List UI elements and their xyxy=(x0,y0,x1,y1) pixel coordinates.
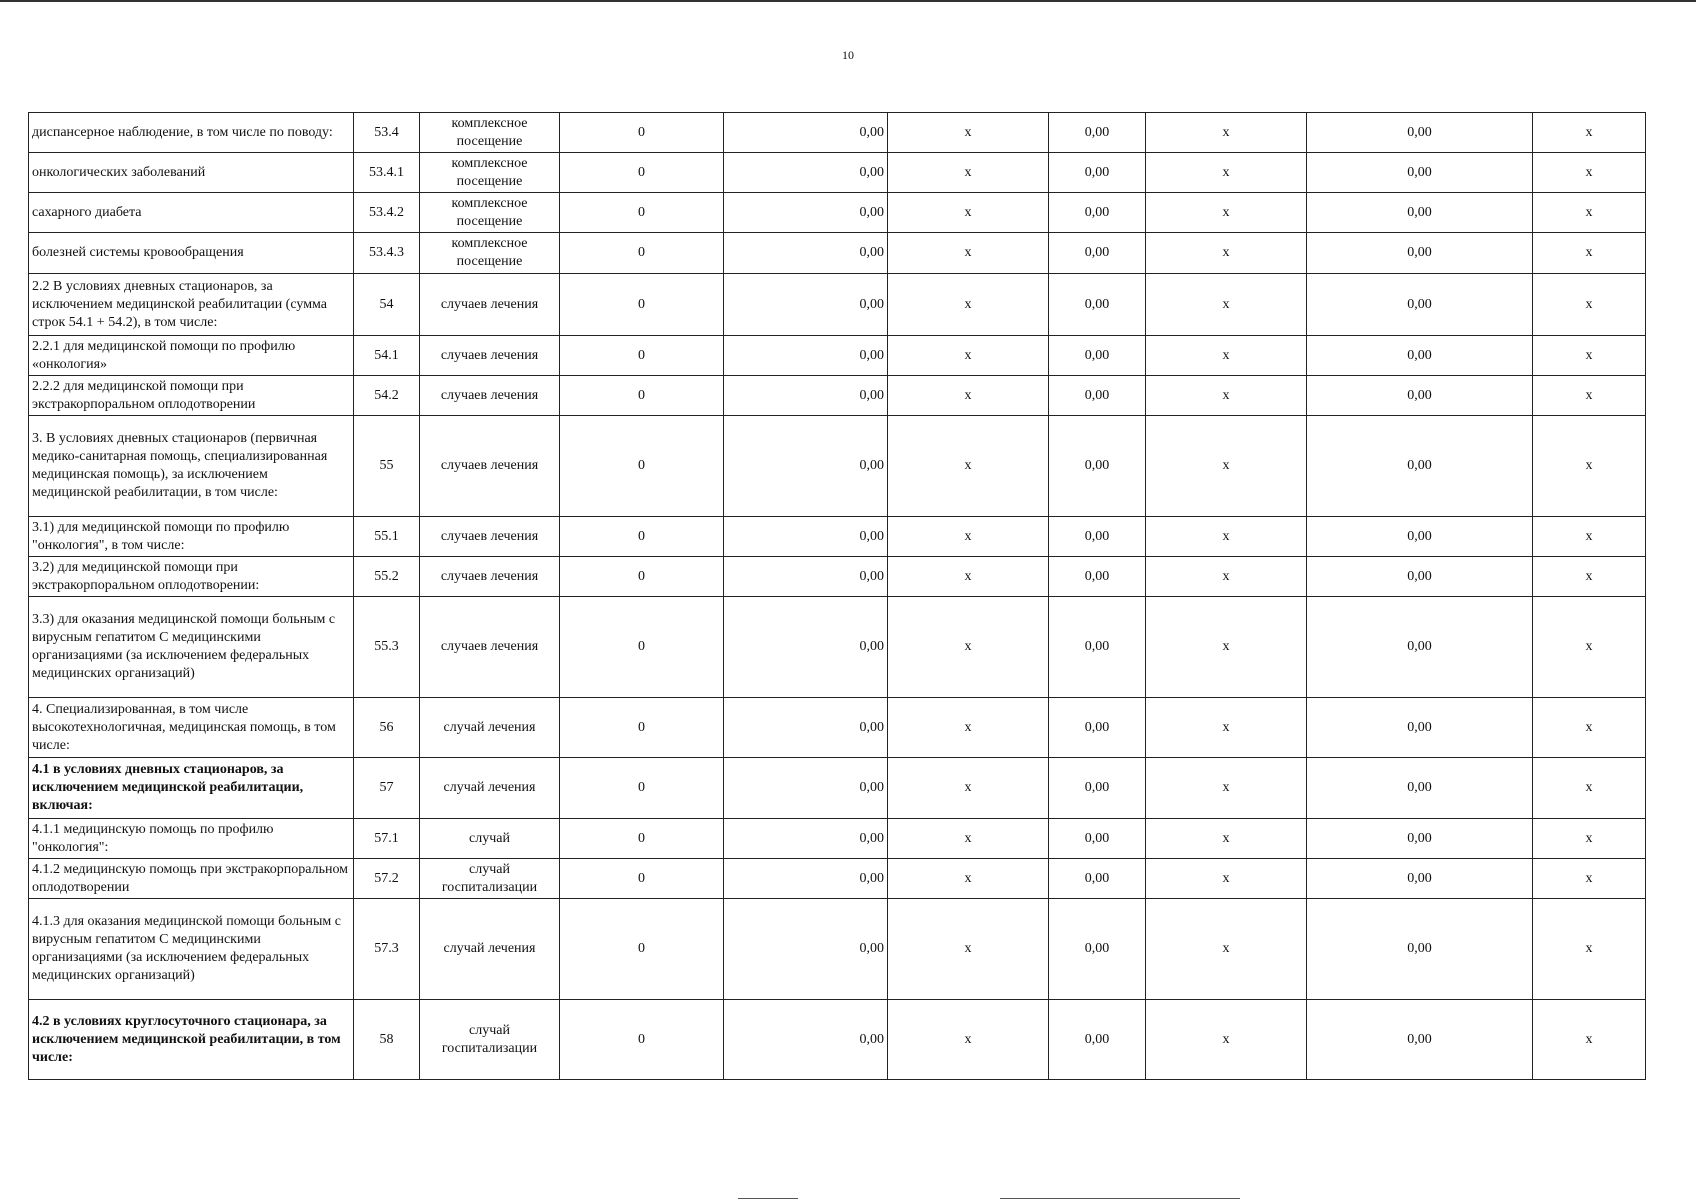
table-row xyxy=(29,416,1646,517)
row-unit-cell: случаев лечения xyxy=(420,336,560,376)
row-code-cell: 53.4.1 xyxy=(354,153,420,193)
row-unit-cell: случай госпитализации xyxy=(420,859,560,899)
row-unit-cell: комплексное посещение xyxy=(420,113,560,153)
total-cell: 0,00 xyxy=(1307,274,1533,336)
sum-cell: 0,00 xyxy=(1049,336,1146,376)
volume-cell: 0 xyxy=(560,336,724,376)
row-unit-cell: случаев лечения xyxy=(420,557,560,597)
x-cell: x xyxy=(888,233,1049,274)
row-name-cell: 4.1.1 медицинскую помощь по профилю "онкология": xyxy=(29,819,354,859)
table-row xyxy=(29,557,1646,597)
cost-cell: 0,00 xyxy=(724,819,888,859)
volume-cell: 0 xyxy=(560,698,724,758)
x-cell: x xyxy=(1533,416,1646,517)
page-number: 10 xyxy=(842,48,854,62)
x-cell: x xyxy=(1146,416,1307,517)
x-cell: x xyxy=(1146,517,1307,557)
table-row xyxy=(29,698,1646,758)
x-cell: x xyxy=(1533,274,1646,336)
sum-cell: 0,00 xyxy=(1049,758,1146,819)
table-row xyxy=(29,153,1646,193)
row-name-cell: 4.2 в условиях круглосуточного стационара, за исключением медицинской реабилитации, в том числе: xyxy=(29,1000,354,1080)
x-cell: x xyxy=(1146,376,1307,416)
total-cell: 0,00 xyxy=(1307,517,1533,557)
cost-cell: 0,00 xyxy=(724,899,888,1000)
volume-cell: 0 xyxy=(560,193,724,233)
row-name-cell: сахарного диабета xyxy=(29,193,354,233)
x-cell: x xyxy=(1146,758,1307,819)
row-unit-cell: комплексное посещение xyxy=(420,233,560,274)
row-name-cell: 2.2.1 для медицинской помощи по профилю «онкология» xyxy=(29,336,354,376)
sum-cell: 0,00 xyxy=(1049,233,1146,274)
x-cell: x xyxy=(1533,758,1646,819)
row-code-cell: 56 xyxy=(354,698,420,758)
row-name-cell: 3.1) для медицинской помощи по профилю "онкология", в том числе: xyxy=(29,517,354,557)
row-name-cell: болезней системы кровообращения xyxy=(29,233,354,274)
x-cell: x xyxy=(888,193,1049,233)
scan-artifact xyxy=(738,1198,798,1199)
x-cell: x xyxy=(1146,153,1307,193)
table-row xyxy=(29,819,1646,859)
total-cell: 0,00 xyxy=(1307,336,1533,376)
sum-cell: 0,00 xyxy=(1049,859,1146,899)
x-cell: x xyxy=(888,274,1049,336)
sum-cell: 0,00 xyxy=(1049,597,1146,698)
row-code-cell: 57.1 xyxy=(354,819,420,859)
total-cell: 0,00 xyxy=(1307,1000,1533,1080)
table-row xyxy=(29,193,1646,233)
x-cell: x xyxy=(1146,819,1307,859)
x-cell: x xyxy=(1146,193,1307,233)
table-row xyxy=(29,859,1646,899)
x-cell: x xyxy=(1533,376,1646,416)
row-code-cell: 57 xyxy=(354,758,420,819)
row-unit-cell: комплексное посещение xyxy=(420,193,560,233)
row-unit-cell: комплексное посещение xyxy=(420,153,560,193)
total-cell: 0,00 xyxy=(1307,899,1533,1000)
x-cell: x xyxy=(1533,233,1646,274)
row-name-cell: 4.1.2 медицинскую помощь при экстракорпоральном оплодотворении xyxy=(29,859,354,899)
x-cell: x xyxy=(1146,1000,1307,1080)
row-unit-cell: случай лечения xyxy=(420,899,560,1000)
sum-cell: 0,00 xyxy=(1049,819,1146,859)
sum-cell: 0,00 xyxy=(1049,193,1146,233)
row-code-cell: 54 xyxy=(354,274,420,336)
volume-cell: 0 xyxy=(560,274,724,336)
volume-cell: 0 xyxy=(560,899,724,1000)
volume-cell: 0 xyxy=(560,113,724,153)
row-code-cell: 55.3 xyxy=(354,597,420,698)
sum-cell: 0,00 xyxy=(1049,274,1146,336)
table-row xyxy=(29,899,1646,1000)
row-name-cell: 2.2.2 для медицинской помощи при экстракорпоральном оплодотворении xyxy=(29,376,354,416)
row-name-cell: 4.1.3 для оказания медицинской помощи больным с вирусным гепатитом С медицинскими организациями (за исключением федеральных медицинских организаций) xyxy=(29,899,354,1000)
x-cell: x xyxy=(888,416,1049,517)
cost-cell: 0,00 xyxy=(724,758,888,819)
cost-cell: 0,00 xyxy=(724,597,888,698)
volume-cell: 0 xyxy=(560,416,724,517)
row-code-cell: 58 xyxy=(354,1000,420,1080)
row-unit-cell: случаев лечения xyxy=(420,376,560,416)
total-cell: 0,00 xyxy=(1307,153,1533,193)
row-code-cell: 53.4.2 xyxy=(354,193,420,233)
x-cell: x xyxy=(888,1000,1049,1080)
row-name-cell: онкологических заболеваний xyxy=(29,153,354,193)
row-unit-cell: случай госпитализации xyxy=(420,1000,560,1080)
total-cell: 0,00 xyxy=(1307,819,1533,859)
x-cell: x xyxy=(888,113,1049,153)
total-cell: 0,00 xyxy=(1307,376,1533,416)
sum-cell: 0,00 xyxy=(1049,153,1146,193)
table-row xyxy=(29,113,1646,153)
sum-cell: 0,00 xyxy=(1049,698,1146,758)
row-unit-cell: случаев лечения xyxy=(420,274,560,336)
x-cell: x xyxy=(1146,899,1307,1000)
x-cell: x xyxy=(888,758,1049,819)
volume-cell: 0 xyxy=(560,859,724,899)
total-cell: 0,00 xyxy=(1307,557,1533,597)
x-cell: x xyxy=(1533,336,1646,376)
table-row xyxy=(29,758,1646,819)
x-cell: x xyxy=(1533,1000,1646,1080)
sum-cell: 0,00 xyxy=(1049,517,1146,557)
cost-cell: 0,00 xyxy=(724,517,888,557)
x-cell: x xyxy=(888,698,1049,758)
x-cell: x xyxy=(1533,113,1646,153)
x-cell: x xyxy=(1146,274,1307,336)
sum-cell: 0,00 xyxy=(1049,557,1146,597)
volume-cell: 0 xyxy=(560,517,724,557)
x-cell: x xyxy=(888,859,1049,899)
row-code-cell: 55.1 xyxy=(354,517,420,557)
volume-cell: 0 xyxy=(560,819,724,859)
x-cell: x xyxy=(1533,819,1646,859)
row-code-cell: 54.2 xyxy=(354,376,420,416)
cost-cell: 0,00 xyxy=(724,336,888,376)
row-code-cell: 55.2 xyxy=(354,557,420,597)
row-code-cell: 54.1 xyxy=(354,336,420,376)
cost-cell: 0,00 xyxy=(724,859,888,899)
x-cell: x xyxy=(1146,698,1307,758)
cost-cell: 0,00 xyxy=(724,376,888,416)
x-cell: x xyxy=(1146,859,1307,899)
table-row xyxy=(29,517,1646,557)
cost-cell: 0,00 xyxy=(724,153,888,193)
total-cell: 0,00 xyxy=(1307,597,1533,698)
x-cell: x xyxy=(1146,597,1307,698)
x-cell: x xyxy=(1533,557,1646,597)
cost-cell: 0,00 xyxy=(724,233,888,274)
row-name-cell: 2.2 В условиях дневных стационаров, за исключением медицинской реабилитации (сумма строк 54.1 + 54.2), в том числе: xyxy=(29,274,354,336)
row-name-cell: 4. Специализированная, в том числе высокотехнологичная, медицинская помощь, в том числе: xyxy=(29,698,354,758)
table-row xyxy=(29,376,1646,416)
sum-cell: 0,00 xyxy=(1049,899,1146,1000)
total-cell: 0,00 xyxy=(1307,233,1533,274)
x-cell: x xyxy=(888,153,1049,193)
row-name-cell: 3. В условиях дневных стационаров (первичная медико-санитарная помощь, специализированная медицинская помощь), за исключением медицинской реабилитации, в том числе: xyxy=(29,416,354,517)
x-cell: x xyxy=(1533,899,1646,1000)
x-cell: x xyxy=(888,376,1049,416)
total-cell: 0,00 xyxy=(1307,758,1533,819)
volume-cell: 0 xyxy=(560,557,724,597)
volume-cell: 0 xyxy=(560,597,724,698)
x-cell: x xyxy=(888,597,1049,698)
cost-cell: 0,00 xyxy=(724,416,888,517)
sum-cell: 0,00 xyxy=(1049,113,1146,153)
sum-cell: 0,00 xyxy=(1049,376,1146,416)
x-cell: x xyxy=(1146,557,1307,597)
row-unit-cell: случай лечения xyxy=(420,698,560,758)
x-cell: x xyxy=(1146,336,1307,376)
table-row xyxy=(29,597,1646,698)
table-row xyxy=(29,233,1646,274)
x-cell: x xyxy=(1146,113,1307,153)
x-cell: x xyxy=(888,899,1049,1000)
row-name-cell: 3.3) для оказания медицинской помощи больным с вирусным гепатитом С медицинскими организациями (за исключением федеральных медицинских организаций) xyxy=(29,597,354,698)
total-cell: 0,00 xyxy=(1307,698,1533,758)
x-cell: x xyxy=(888,557,1049,597)
table-row xyxy=(29,1000,1646,1080)
row-unit-cell: случаев лечения xyxy=(420,416,560,517)
volume-cell: 0 xyxy=(560,1000,724,1080)
row-name-cell: диспансерное наблюдение, в том числе по поводу: xyxy=(29,113,354,153)
sum-cell: 0,00 xyxy=(1049,416,1146,517)
table-row xyxy=(29,336,1646,376)
volume-cell: 0 xyxy=(560,153,724,193)
cost-cell: 0,00 xyxy=(724,193,888,233)
row-unit-cell: случай лечения xyxy=(420,758,560,819)
row-unit-cell: случай xyxy=(420,819,560,859)
total-cell: 0,00 xyxy=(1307,859,1533,899)
x-cell: x xyxy=(1533,698,1646,758)
scan-artifact xyxy=(1000,1198,1240,1199)
total-cell: 0,00 xyxy=(1307,416,1533,517)
cost-cell: 0,00 xyxy=(724,698,888,758)
sum-cell: 0,00 xyxy=(1049,1000,1146,1080)
cost-cell: 0,00 xyxy=(724,557,888,597)
x-cell: x xyxy=(1533,859,1646,899)
row-code-cell: 53.4.3 xyxy=(354,233,420,274)
x-cell: x xyxy=(1146,233,1307,274)
total-cell: 0,00 xyxy=(1307,193,1533,233)
cost-cell: 0,00 xyxy=(724,1000,888,1080)
cost-cell: 0,00 xyxy=(724,113,888,153)
x-cell: x xyxy=(1533,193,1646,233)
volume-cell: 0 xyxy=(560,233,724,274)
row-name-cell: 4.1 в условиях дневных стационаров, за исключением медицинской реабилитации, включая: xyxy=(29,758,354,819)
row-code-cell: 57.3 xyxy=(354,899,420,1000)
x-cell: x xyxy=(888,819,1049,859)
volume-cell: 0 xyxy=(560,758,724,819)
x-cell: x xyxy=(1533,517,1646,557)
row-code-cell: 57.2 xyxy=(354,859,420,899)
total-cell: 0,00 xyxy=(1307,113,1533,153)
row-unit-cell: случаев лечения xyxy=(420,517,560,557)
row-unit-cell: случаев лечения xyxy=(420,597,560,698)
row-name-cell: 3.2) для медицинской помощи при экстракорпоральном оплодотворении: xyxy=(29,557,354,597)
cost-cell: 0,00 xyxy=(724,274,888,336)
table-row xyxy=(29,274,1646,336)
x-cell: x xyxy=(888,517,1049,557)
x-cell: x xyxy=(888,336,1049,376)
scan-top-border xyxy=(0,0,1696,2)
volume-cell: 0 xyxy=(560,376,724,416)
row-code-cell: 53.4 xyxy=(354,113,420,153)
data-table xyxy=(28,112,1646,1080)
row-code-cell: 55 xyxy=(354,416,420,517)
x-cell: x xyxy=(1533,597,1646,698)
x-cell: x xyxy=(1533,153,1646,193)
